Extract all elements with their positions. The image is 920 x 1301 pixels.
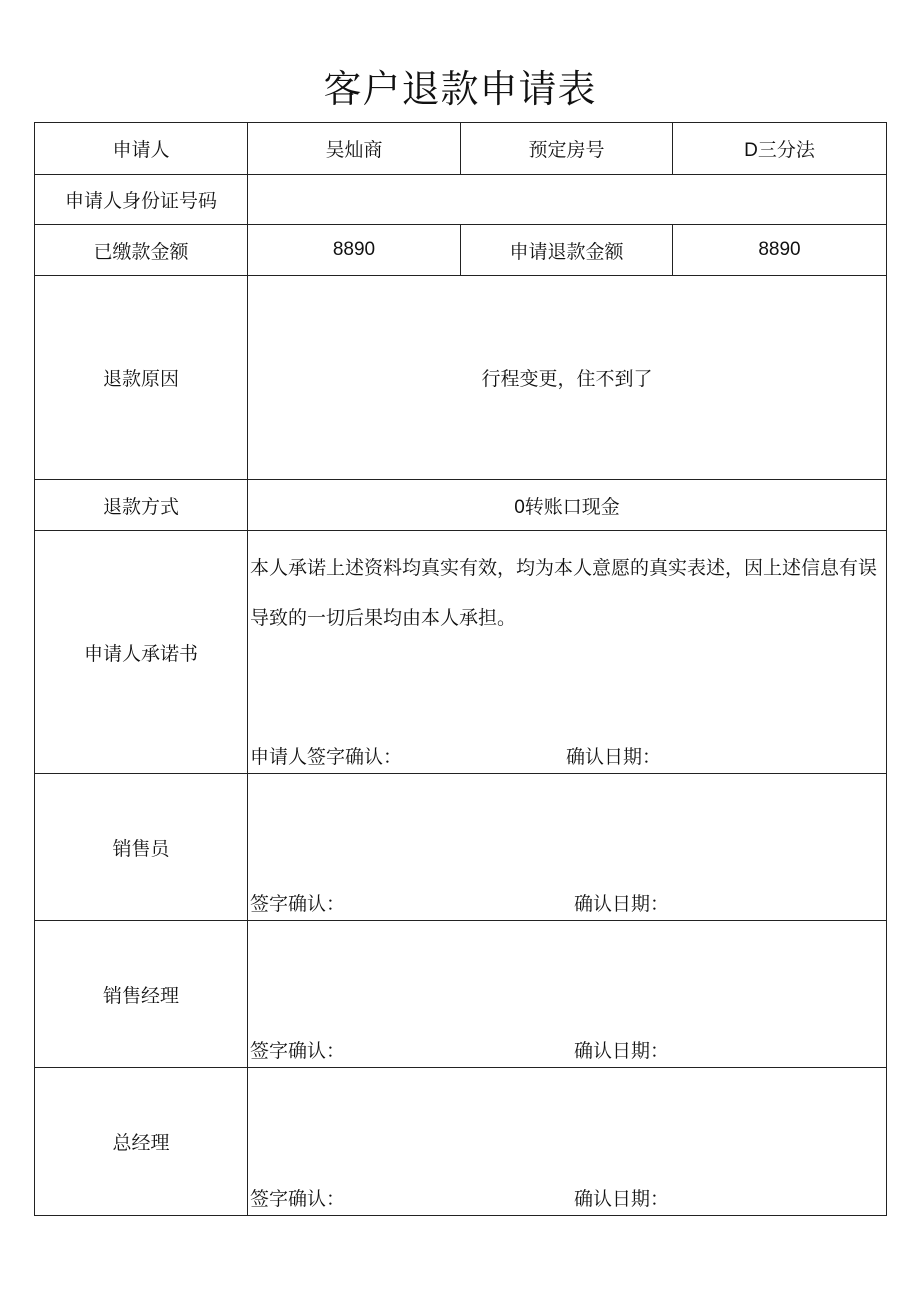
sales-manager-label: 销售经理	[35, 921, 248, 1068]
refund-amount-value[interactable]: 8890	[673, 225, 887, 276]
refund-amount-label: 申请退款金额	[461, 225, 673, 276]
sales-date-label[interactable]: 确认日期：	[574, 893, 670, 915]
pledge-date-label[interactable]: 确认日期：	[566, 746, 662, 768]
refund-form-table	[34, 122, 887, 1216]
general-manager-sign-label[interactable]: 签字确认：	[250, 1188, 346, 1210]
sales-manager-sign-cell	[248, 921, 887, 1068]
sales-label: 销售员	[35, 774, 248, 921]
amount-row	[35, 225, 887, 276]
approval-row-general-manager	[35, 1068, 887, 1216]
id-number-label: 申请人身份证号码	[35, 175, 248, 225]
general-manager-sign-cell	[248, 1068, 887, 1216]
approval-row-sales	[35, 774, 887, 921]
reason-label: 退款原因	[35, 276, 248, 480]
sales-manager-date-label[interactable]: 确认日期：	[574, 1040, 670, 1062]
applicant-label: 申请人	[35, 123, 248, 175]
id-row	[35, 175, 887, 225]
sales-sign-label[interactable]: 签字确认：	[250, 893, 346, 915]
paid-label: 已缴款金额	[35, 225, 248, 276]
form-title: 客户退款申请表	[323, 67, 597, 111]
reason-row	[35, 276, 887, 480]
pledge-label: 申请人承诺书	[35, 531, 248, 774]
id-number-value[interactable]	[248, 175, 887, 225]
applicant-row	[35, 123, 887, 175]
sales-manager-sign-label[interactable]: 签字确认：	[250, 1040, 346, 1062]
pledge-sign-label[interactable]: 申请人签字确认：	[250, 746, 403, 768]
pledge-text: 本人承诺上述资料均真实有效，均为本人意愿的真实表述，因上述信息有误导致的一切后果均由本人承担。	[250, 557, 878, 629]
method-value[interactable]: 0转账口现金	[248, 480, 887, 531]
pledge-cell	[248, 531, 887, 774]
sales-sign-cell	[248, 774, 887, 921]
room-label: 预定房号	[461, 123, 673, 175]
general-manager-label: 总经理	[35, 1068, 248, 1216]
reason-value[interactable]: 行程变更，住不到了	[248, 276, 887, 480]
general-manager-date-label[interactable]: 确认日期：	[574, 1188, 670, 1210]
applicant-value[interactable]: 吴灿商	[248, 123, 461, 175]
method-label: 退款方式	[35, 480, 248, 531]
pledge-row	[35, 531, 887, 774]
method-row	[35, 480, 887, 531]
room-value[interactable]: D三分法	[673, 123, 887, 175]
paid-value[interactable]: 8890	[248, 225, 461, 276]
approval-row-sales-manager	[35, 921, 887, 1068]
